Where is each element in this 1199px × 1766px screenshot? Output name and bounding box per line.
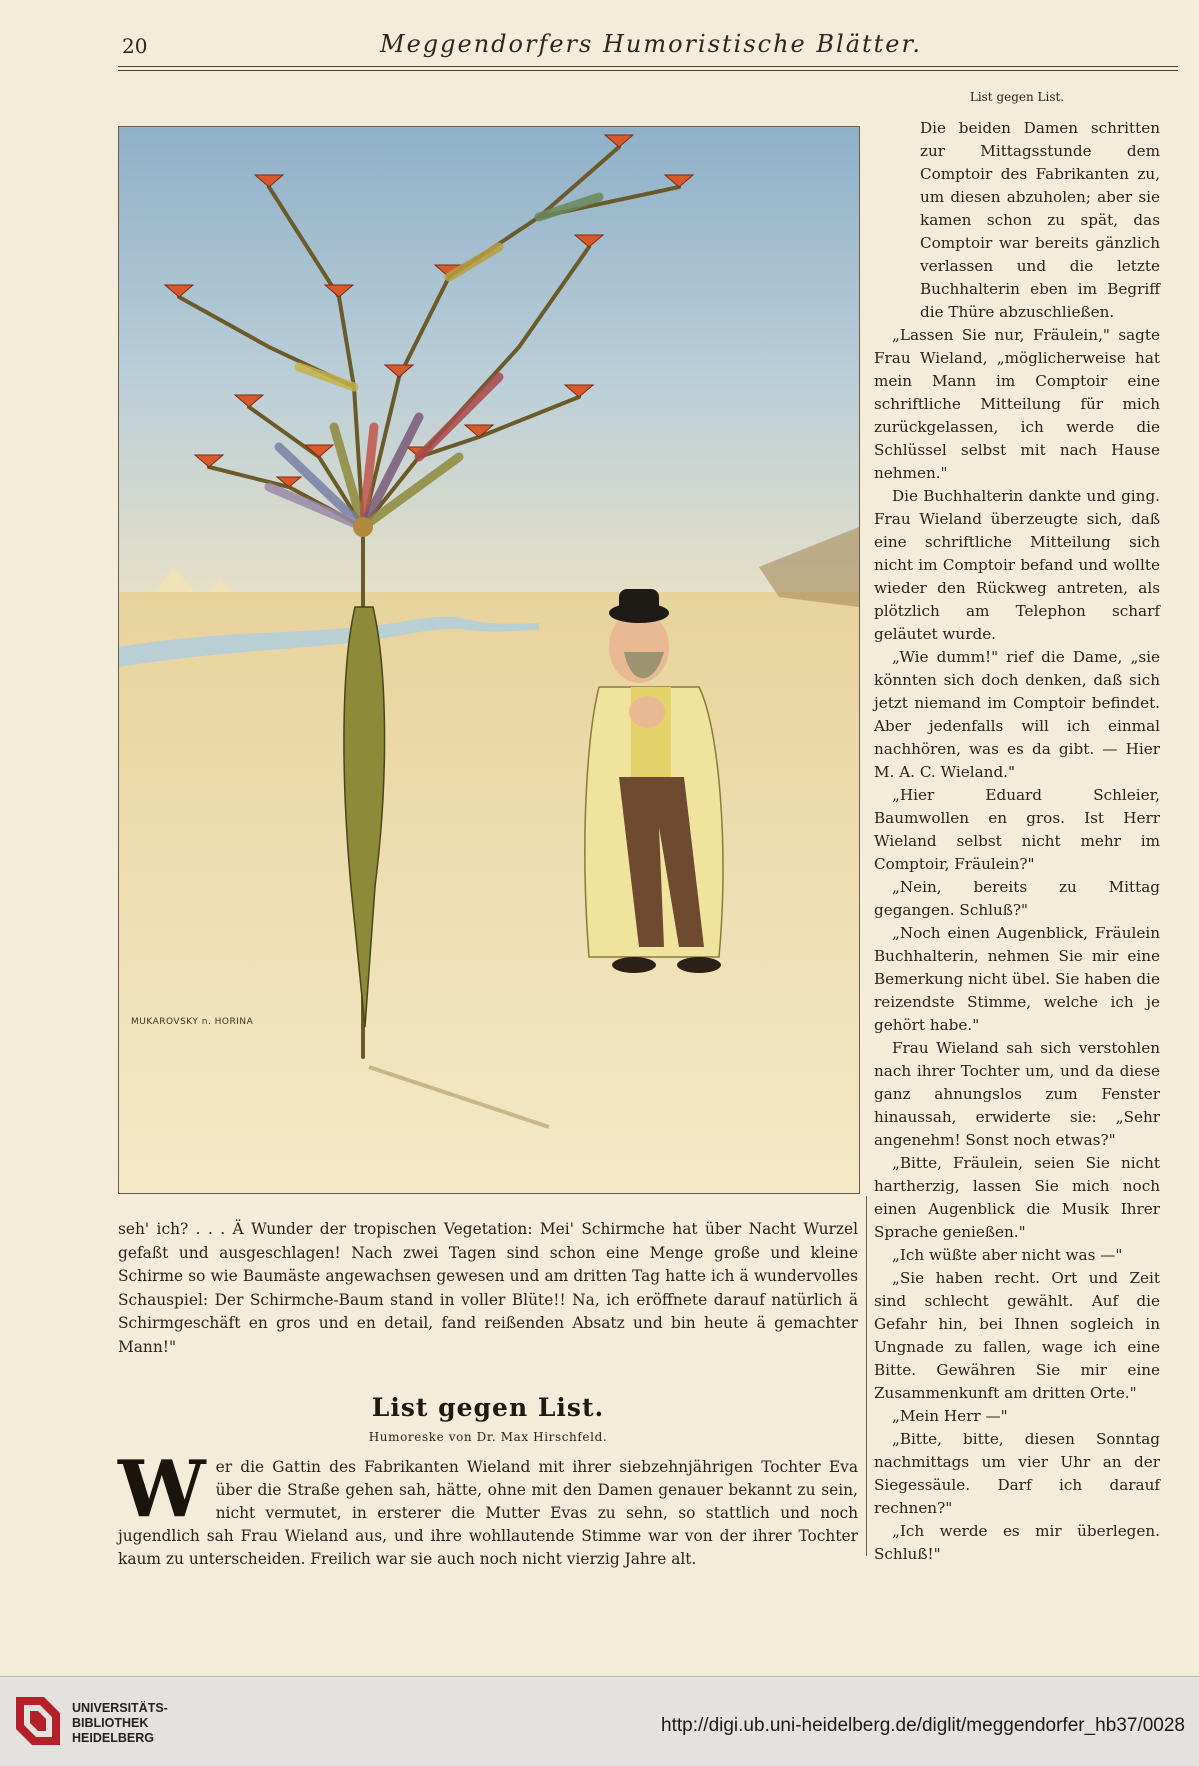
story-text: er die Gattin des Fabrikanten Wieland mit ihrer siebzehnjährigen Tochter Eva über die Straße gehen sah, hätte, ohne mit den Damen genauer bekannt zu sein, nicht vermutet, in ersterer die Mutter Evas zu sehn, so stattlich und noch jugendlich sah Frau Wieland aus, und ihre wohllautende Stimme war von der ihrer Tochter kaum zu unterscheiden. Freilich war sie auch noch nicht vierzig Jahre alt. (118, 1458, 858, 1568)
paragraph: „Bitte, bitte, diesen Sonntag nachmittags um vier Uhr an der Siegessäule. Darf ich darauf rechnen?" (874, 1430, 1160, 1517)
paragraph: Die Buchhalterin dankte und ging. Frau Wieland überzeugte sich, daß eine schriftliche Mitteilung sich nicht im Comptoir befand und wollte wieder den Rückweg antreten, als plötzlich am Telephon scharf geläutet wurde. (874, 487, 1160, 643)
column-title: List gegen List. (969, 90, 1065, 104)
paragraph: „Lassen Sie nur, Fräulein," sagte Frau Wieland, „möglicherweise hat mein Mann im Comptoir eine schriftliche Mitteilung für mich zurückgelassen, ich werde die Schlüssel selbst mit nach Hause nehmen." (874, 326, 1160, 482)
paragraph: „Wie dumm!" rief die Dame, „sie könnten sich doch denken, daß sich jetzt niemand im Comptoir befindet. Aber jedenfalls will ich einmal nachhören, was es da gibt. — Hier M. A. C. Wieland." (874, 648, 1160, 781)
paragraph: „Mein Herr —" (892, 1407, 1008, 1425)
paragraph: Frau Wieland sah sich verstohlen nach ihrer Tochter um, und da diese ganz ahnungslos zum Fenster hinaussah, erwiderte sie: „Sehr angenehm! Sonst noch etwas?" (874, 1039, 1160, 1149)
permalink-url[interactable]: http://digi.ub.uni-heidelberg.de/diglit/meggendorfer_hb37/0028 (661, 1715, 1185, 1736)
story-title: List gegen List. (371, 1393, 605, 1422)
right-column (874, 86, 1160, 1566)
header-rule (118, 66, 1178, 67)
illustration-caption (118, 1218, 858, 1359)
paragraph: Die beiden Damen schritten zur Mittagsstunde dem Comptoir des Fabrikanten zu, um diesen abzuholen; aber sie kamen schon zu spät, das Comptoir war bereits gänzlich verlassen und die letzte Buchhalterin eben im Begriff die Thüre abzuschließen. (920, 119, 1160, 321)
paragraph: „Bitte, Fräulein, seien Sie nicht hartherzig, lassen Sie mich noch einen Augenblick die Musik Ihrer Sprache genießen." (874, 1154, 1160, 1241)
column-divider (866, 1196, 867, 1556)
running-title: Meggendorfers Humoristische Blätter. (380, 30, 922, 58)
paragraph: „Ich wüßte aber nicht was —" (892, 1246, 1123, 1264)
header-rule-thin (118, 70, 1178, 71)
drop-cap: W (118, 1444, 206, 1535)
paragraph: „Noch einen Augenblick, Fräulein Buchhalterin, nehmen Sie mir eine Bemerkung nicht übel. Sie haben die reizendste Stimme, welche ich je gehört habe." (874, 924, 1160, 1034)
page-number: 20 (122, 34, 148, 58)
umbrella-tree-illustration (118, 126, 860, 1194)
institution-line: UNIVERSITÄTS- (72, 1701, 168, 1715)
paragraph: „Hier Eduard Schleier, Baumwollen en gros. Ist Herr Wieland selbst nicht mehr im Comptoir, Fräulein?" (874, 786, 1160, 873)
viewer-footer (0, 1676, 1199, 1766)
caption-text: seh' ich? . . . Ä Wunder der tropischen Vegetation: Mei' Schirmche hat über Nacht Wurzel gefaßt und ausgeschlagen! Nach zwei Tagen sind schon eine Menge große und kleine Schirme so wie Baumäste angewachsen gewesen und am dritten Tag hatte ich ä wundervolles Schauspiel: Der Schirmche-Baum stand in voller Blüte!! Na, ich eröffnete darauf natürlich ä Schirmgeschäft en gros und en detail, fand reißenden Absatz und bin heute ä gemachter Mann!" (118, 1220, 858, 1356)
paragraph: „Nein, bereits zu Mittag gegangen. Schluß?" (874, 878, 1160, 919)
sky (119, 127, 859, 597)
paragraph: „Sie haben recht. Ort und Zeit sind schlecht gewählt. Auf die Gefahr hin, bei Ihnen sogleich in Ungnade zu fallen, wage ich eine Bitte. Gewähren Sie mir eine Zusammenkunft am dritten Orte." (874, 1269, 1160, 1402)
artist-signature: MUKAROVSKY n. HORINA (131, 1017, 254, 1027)
institution-name (72, 1701, 168, 1746)
illustration-drawing (119, 127, 859, 1193)
story-byline: Humoreske von Dr. Max Hirschfeld. (368, 1430, 608, 1444)
desert-ground (119, 592, 859, 1193)
university-logo-icon[interactable] (10, 1691, 66, 1751)
paragraph: „Ich werde es mir überlegen. Schluß!" (874, 1522, 1160, 1563)
story-opening (118, 1444, 858, 1571)
institution-line: HEIDELBERG (72, 1731, 154, 1745)
institution-line: BIBLIOTHEK (72, 1716, 149, 1730)
